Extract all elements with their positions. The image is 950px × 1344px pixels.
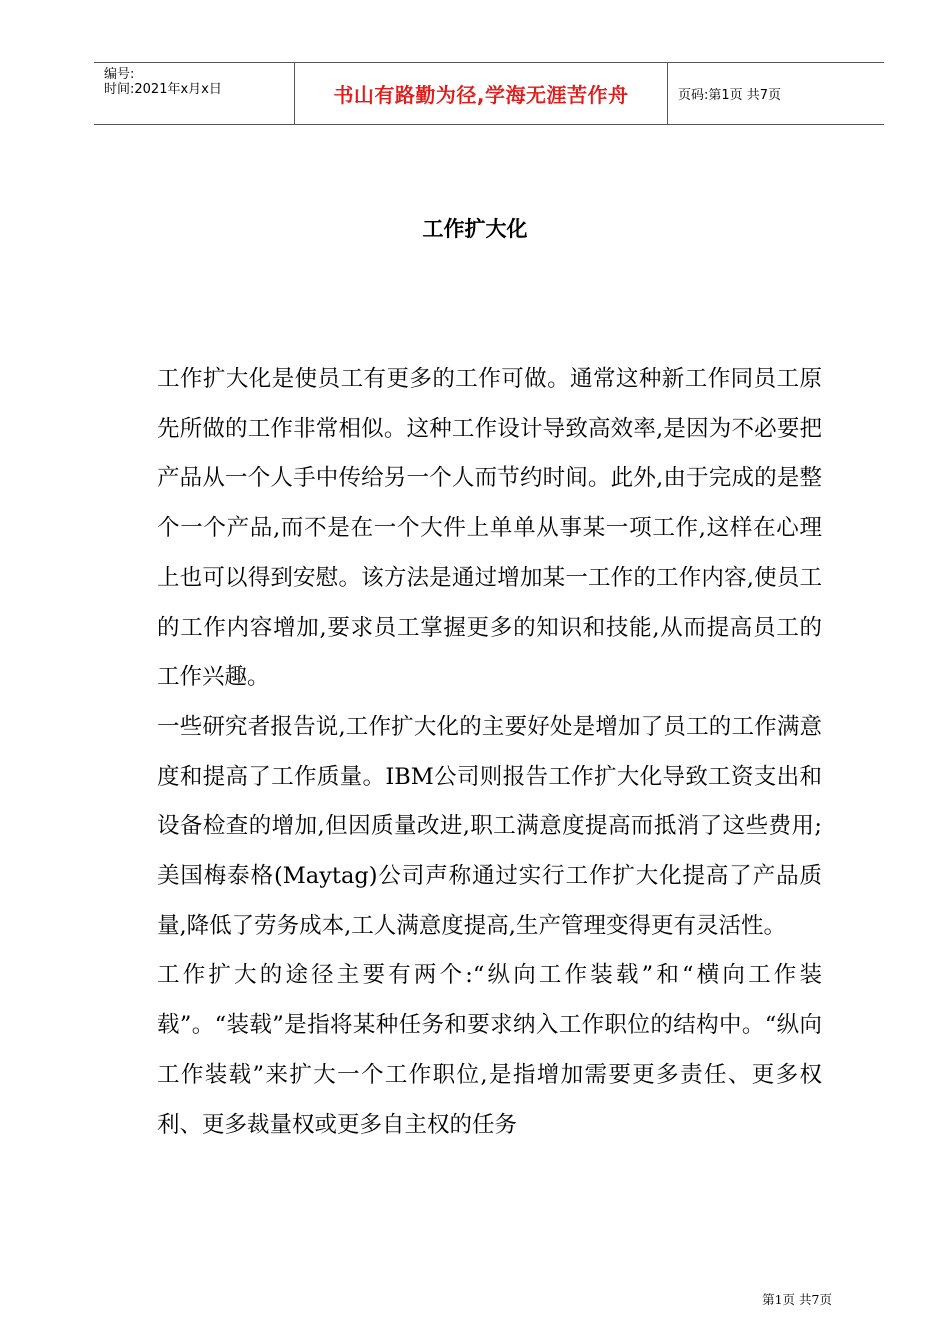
page-header (94, 62, 884, 125)
paragraph: 工作扩大的途径主要有两个:“纵向工作装载”和“横向工作装载”。“装载”是指将某种任务和要求纳入工作职位的结构中。“纵向工作装载”来扩大一个工作职位,是指增加需要更多责任、更多权利、更多裁量权或更多自主权的任务 (157, 962, 822, 1138)
document-body (157, 355, 822, 1150)
paragraph: 工作扩大化是使员工有更多的工作可做。通常这种新工作同员工原先所做的工作非常相似。这种工作设计导致高效率,是因为不必要把产品从一个人手中传给另一个人而节约时间。此外,由于完成的是整个一个产品,而不是在一个大件上单单从事某一项工作,这样在心理上也可以得到安慰。该方法是通过增加某一工作的工作内容,使员工的工作内容增加,要求员工掌握更多的知识和技能,从而提高员工的工作兴趣。 (157, 366, 822, 691)
header-motto: 书山有路勤为径,学海无涯苦作舟 (333, 83, 629, 107)
header-meta (94, 63, 295, 124)
header-motto-cell (295, 63, 668, 124)
page-footer: 第1页 共7页 (762, 1292, 832, 1307)
header-page-info: 页码:第1页 共7页 (678, 88, 782, 103)
number-label: 编号: (104, 67, 135, 82)
paragraph: 一些研究者报告说,工作扩大化的主要好处是增加了员工的工作满意度和提高了工作质量。IBM公司则报告工作扩大化导致工资支出和设备检查的增加,但因质量改进,职工满意度提高而抵消了这些费用;美国梅泰格(Maytag)公司声称通过实行工作扩大化提高了产品质量,降低了劳务成本,工人满意度提高,生产管理变得更有灵活性。 (157, 713, 822, 939)
document-title: 工作扩大化 (422, 217, 528, 241)
time-label: 时间:2021年x月x日 (104, 82, 222, 97)
